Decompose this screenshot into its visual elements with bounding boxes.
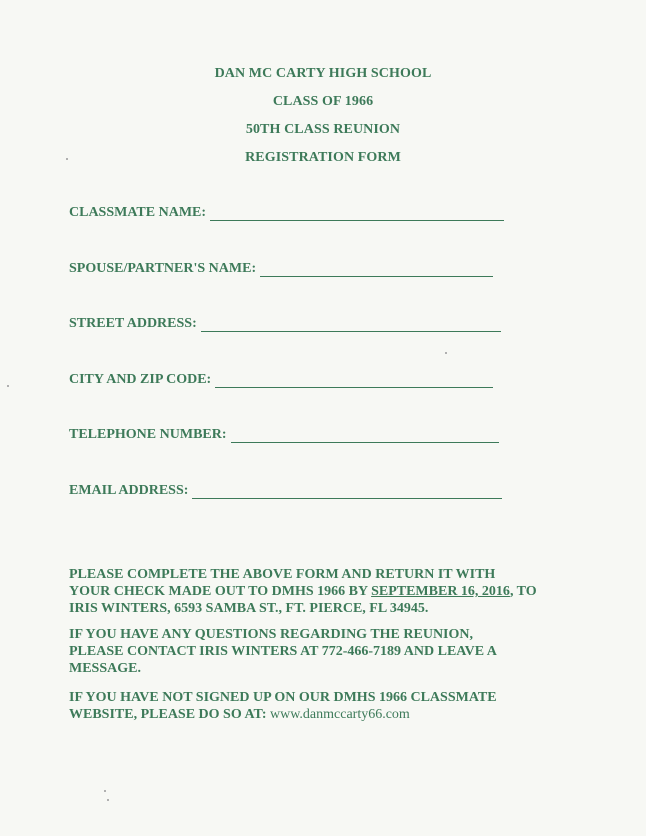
spouse-name-field [69,261,493,277]
return-line-2-start: YOUR CHECK MADE OUT TO DMHS 1966 BY [69,584,372,599]
classmate-name-line[interactable] [210,206,504,221]
school-name: DAN MC CARTY HIGH SCHOOL [214,66,432,81]
return-deadline: SEPTEMBER 16, 2016 [371,584,510,599]
questions-instructions [69,626,589,677]
telephone-field [69,427,499,443]
form-title: REGISTRATION FORM [245,150,401,165]
classmate-name-field [69,205,504,221]
website-url[interactable]: www.danmccarty66.com [269,707,410,722]
street-address-label: STREET ADDRESS: [69,316,197,331]
street-address-line[interactable] [201,317,501,332]
return-line-3: IRIS WINTERS, 6593 SAMBA ST., FT. PIERCE, FL 34945. [69,601,429,616]
email-field [69,483,502,499]
email-label: EMAIL ADDRESS: [69,483,189,498]
return-instructions [69,566,589,617]
website-line-1: IF YOU HAVE NOT SIGNED UP ON OUR DMHS 1966 CLASSMATE [69,690,497,705]
city-zip-line[interactable] [215,373,493,388]
website-line-2 [69,706,589,723]
spouse-name-line[interactable] [260,262,493,277]
return-line-2-end: , TO [509,584,537,599]
city-zip-label: CITY AND ZIP CODE: [69,372,212,387]
street-address-field [69,316,501,332]
return-line-1: PLEASE COMPLETE THE ABOVE FORM AND RETURN IT WITH [69,567,496,582]
scan-speck [107,799,109,801]
scan-speck [445,352,447,354]
questions-line-3: MESSAGE. [69,661,141,676]
website-line-2-text: WEBSITE, PLEASE DO SO AT: [69,707,270,722]
spouse-name-label: SPOUSE/PARTNER'S NAME: [69,261,257,276]
return-line-2 [69,583,589,600]
website-instructions [69,689,589,723]
scan-speck [104,790,106,792]
telephone-line[interactable] [231,428,499,443]
city-zip-field [69,372,493,388]
reunion-title: 50TH CLASS REUNION [245,122,401,137]
classmate-name-label: CLASSMATE NAME: [69,205,207,220]
scan-speck [7,385,9,387]
questions-line-1: IF YOU HAVE ANY QUESTIONS REGARDING THE REUNION, [69,627,473,642]
email-line[interactable] [192,484,502,499]
scan-speck [66,158,68,160]
questions-line-2: PLEASE CONTACT IRIS WINTERS AT 772-466-7189 AND LEAVE A [69,644,497,659]
class-year: CLASS OF 1966 [272,94,374,109]
telephone-label: TELEPHONE NUMBER: [69,427,227,442]
